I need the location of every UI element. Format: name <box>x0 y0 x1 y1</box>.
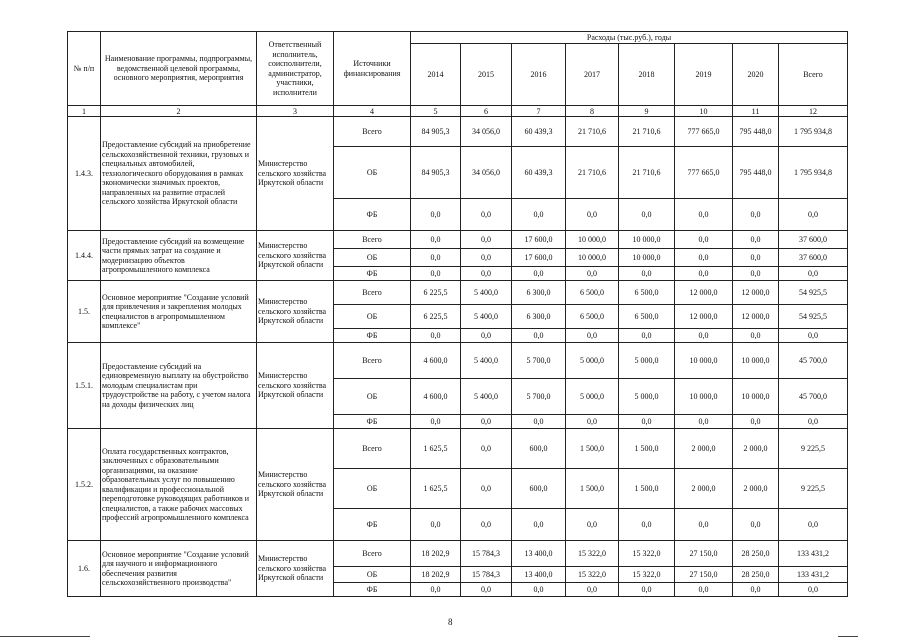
year-value: 6 225,5 <box>411 305 461 329</box>
column-number: 4 <box>334 106 411 117</box>
table-row <box>68 343 848 379</box>
row-index: 1.4.3. <box>68 117 101 231</box>
row-index: 1.5.2. <box>68 429 101 541</box>
year-value: 0,0 <box>675 199 733 231</box>
year-value: 0,0 <box>566 199 619 231</box>
year-value: 6 500,0 <box>566 305 619 329</box>
year-value: 15 322,0 <box>566 567 619 583</box>
row-name: Предоставление субсидий на возмещение части прямых затрат на создание и модернизацию объектов агропромышленного комплекса <box>101 231 257 281</box>
total-value: 0,0 <box>779 415 848 429</box>
year-value: 0,0 <box>411 329 461 343</box>
total-value: 9 225,5 <box>779 469 848 509</box>
year-value: 10 000,0 <box>619 249 675 267</box>
year-value: 84 905,3 <box>411 147 461 199</box>
year-value: 0,0 <box>566 509 619 541</box>
scan-edge-line <box>838 636 858 637</box>
year-value: 6 500,0 <box>566 281 619 305</box>
funding-source: Всего <box>334 281 411 305</box>
year-value: 0,0 <box>619 199 675 231</box>
year-value: 0,0 <box>411 231 461 249</box>
year-value: 0,0 <box>512 267 566 281</box>
year-value: 5 400,0 <box>461 305 512 329</box>
year-value: 10 000,0 <box>733 343 779 379</box>
year-value: 0,0 <box>675 249 733 267</box>
total-value: 54 925,5 <box>779 305 848 329</box>
year-value: 0,0 <box>566 267 619 281</box>
row-name: Основное мероприятие "Создание условий для привлечения и закрепления молодых специалистов в агропромышленном комплексе" <box>101 281 257 343</box>
year-value: 0,0 <box>675 329 733 343</box>
year-value: 5 000,0 <box>619 343 675 379</box>
row-name: Оплата государственных контрактов, заключенных с образовательными организациями, на оказание образовательных услуг по повышению квалификации и профессиональной переподготовке руководящих работников и специалистов, а также рабочих массовых профессий агропромышленного комплекса <box>101 429 257 541</box>
year-value: 10 000,0 <box>675 379 733 415</box>
year-value: 4 600,0 <box>411 343 461 379</box>
funding-source: ФБ <box>334 329 411 343</box>
year-value: 0,0 <box>619 329 675 343</box>
year-value: 5 000,0 <box>619 379 675 415</box>
year-value: 0,0 <box>461 199 512 231</box>
row-name: Основное мероприятие "Создание условий для научного и информационного обеспечения развития сельскохозяйственного производства" <box>101 541 257 597</box>
column-number: 11 <box>733 106 779 117</box>
year-value: 5 700,0 <box>512 379 566 415</box>
year-value: 0,0 <box>461 429 512 469</box>
year-value: 0,0 <box>461 329 512 343</box>
year-value: 15 784,3 <box>461 567 512 583</box>
row-name: Предоставление субсидий на единовременную выплату на обустройство молодым специалистам при трудоустройстве на работу, с учетом налога на доходы физических лиц <box>101 343 257 429</box>
year-value: 34 056,0 <box>461 147 512 199</box>
year-value: 0,0 <box>512 509 566 541</box>
year-value: 1 500,0 <box>566 429 619 469</box>
funding-source: ФБ <box>334 415 411 429</box>
year-value: 18 202,9 <box>411 567 461 583</box>
row-responsible: Министерство сельского хозяйства Иркутской области <box>257 541 334 597</box>
row-index: 1.5.1. <box>68 343 101 429</box>
page-number: 8 <box>448 617 453 627</box>
funding-source: ФБ <box>334 583 411 597</box>
header-year: 2019 <box>675 44 733 106</box>
header-year: 2016 <box>512 44 566 106</box>
year-value: 0,0 <box>675 267 733 281</box>
year-value: 17 600,0 <box>512 231 566 249</box>
header-year: 2020 <box>733 44 779 106</box>
funding-source: ФБ <box>334 509 411 541</box>
year-value: 6 300,0 <box>512 281 566 305</box>
year-value: 0,0 <box>619 415 675 429</box>
year-value: 600,0 <box>512 469 566 509</box>
column-number: 12 <box>779 106 848 117</box>
year-value: 0,0 <box>566 329 619 343</box>
year-value: 21 710,6 <box>619 147 675 199</box>
year-value: 777 665,0 <box>675 147 733 199</box>
budget-table <box>67 31 848 597</box>
year-value: 15 784,3 <box>461 541 512 567</box>
year-value: 27 150,0 <box>675 541 733 567</box>
year-value: 27 150,0 <box>675 567 733 583</box>
year-value: 0,0 <box>512 583 566 597</box>
year-value: 28 250,0 <box>733 541 779 567</box>
funding-source: Всего <box>334 231 411 249</box>
column-number: 8 <box>566 106 619 117</box>
year-value: 5 400,0 <box>461 379 512 415</box>
year-value: 0,0 <box>733 415 779 429</box>
year-value: 0,0 <box>411 249 461 267</box>
year-value: 1 500,0 <box>619 429 675 469</box>
year-value: 10 000,0 <box>566 249 619 267</box>
total-value: 0,0 <box>779 267 848 281</box>
total-value: 1 795 934,8 <box>779 147 848 199</box>
year-value: 13 400,0 <box>512 541 566 567</box>
year-value: 0,0 <box>411 509 461 541</box>
year-value: 795 448,0 <box>733 117 779 147</box>
total-value: 0,0 <box>779 199 848 231</box>
year-value: 0,0 <box>675 231 733 249</box>
year-value: 0,0 <box>461 249 512 267</box>
column-number: 3 <box>257 106 334 117</box>
total-value: 1 795 934,8 <box>779 117 848 147</box>
year-value: 0,0 <box>675 415 733 429</box>
total-value: 9 225,5 <box>779 429 848 469</box>
table-body <box>68 106 848 597</box>
year-value: 21 710,6 <box>619 117 675 147</box>
year-value: 5 700,0 <box>512 343 566 379</box>
table-row <box>68 117 848 147</box>
funding-source: Всего <box>334 343 411 379</box>
year-value: 2 000,0 <box>733 429 779 469</box>
column-numbers-row <box>68 106 848 117</box>
year-value: 6 225,5 <box>411 281 461 305</box>
year-value: 0,0 <box>411 267 461 281</box>
row-name: Предоставление субсидий на приобретение сельскохозяйственной техники, грузовых и специальных автомобилей, технологического оборудования в рамках экономически значимых проектов, направленных на развитие отраслей сельского хозяйства Иркутской области <box>101 117 257 231</box>
year-value: 12 000,0 <box>733 281 779 305</box>
year-value: 0,0 <box>461 267 512 281</box>
year-value: 17 600,0 <box>512 249 566 267</box>
funding-source: ОБ <box>334 567 411 583</box>
header-total: Всего <box>779 44 848 106</box>
total-value: 133 431,2 <box>779 541 848 567</box>
funding-source: Всего <box>334 429 411 469</box>
year-value: 34 056,0 <box>461 117 512 147</box>
year-value: 5 400,0 <box>461 343 512 379</box>
total-value: 0,0 <box>779 329 848 343</box>
total-value: 54 925,5 <box>779 281 848 305</box>
year-value: 2 000,0 <box>675 469 733 509</box>
year-value: 777 665,0 <box>675 117 733 147</box>
year-value: 0,0 <box>733 267 779 281</box>
column-number: 10 <box>675 106 733 117</box>
year-value: 1 500,0 <box>619 469 675 509</box>
header-resp: Ответственный исполнитель, соисполнители, администратор, участники, исполнители <box>257 32 334 106</box>
year-value: 0,0 <box>566 415 619 429</box>
year-value: 28 250,0 <box>733 567 779 583</box>
column-number: 2 <box>101 106 257 117</box>
row-responsible: Министерство сельского хозяйства Иркутской области <box>257 429 334 541</box>
row-responsible: Министерство сельского хозяйства Иркутской области <box>257 231 334 281</box>
year-value: 0,0 <box>411 583 461 597</box>
year-value: 13 400,0 <box>512 567 566 583</box>
year-value: 0,0 <box>733 509 779 541</box>
funding-source: ФБ <box>334 267 411 281</box>
column-number: 6 <box>461 106 512 117</box>
funding-source: Всего <box>334 541 411 567</box>
funding-source: ФБ <box>334 199 411 231</box>
year-value: 0,0 <box>411 199 461 231</box>
header-name: Наименование программы, подпрограммы, ведомственной целевой программы, основного мероприятия, мероприятия <box>101 32 257 106</box>
year-value: 0,0 <box>461 415 512 429</box>
header-year: 2015 <box>461 44 512 106</box>
header-num: № п/п <box>68 32 101 106</box>
year-value: 10 000,0 <box>675 343 733 379</box>
total-value: 0,0 <box>779 509 848 541</box>
year-value: 0,0 <box>411 415 461 429</box>
year-value: 600,0 <box>512 429 566 469</box>
year-value: 2 000,0 <box>733 469 779 509</box>
row-responsible: Министерство сельского хозяйства Иркутской области <box>257 343 334 429</box>
year-value: 21 710,6 <box>566 117 619 147</box>
row-index: 1.6. <box>68 541 101 597</box>
year-value: 1 500,0 <box>566 469 619 509</box>
year-value: 0,0 <box>619 583 675 597</box>
funding-source: ОБ <box>334 147 411 199</box>
year-value: 10 000,0 <box>619 231 675 249</box>
header-expenses: Расходы (тыс.руб.), годы <box>411 32 848 44</box>
column-number: 7 <box>512 106 566 117</box>
year-value: 0,0 <box>512 415 566 429</box>
header-year: 2017 <box>566 44 619 106</box>
table-row <box>68 541 848 567</box>
year-value: 4 600,0 <box>411 379 461 415</box>
funding-source: ОБ <box>334 469 411 509</box>
year-value: 15 322,0 <box>619 541 675 567</box>
year-value: 21 710,6 <box>566 147 619 199</box>
year-value: 0,0 <box>733 231 779 249</box>
year-value: 0,0 <box>512 329 566 343</box>
year-value: 6 500,0 <box>619 305 675 329</box>
column-number: 5 <box>411 106 461 117</box>
table-row <box>68 231 848 249</box>
total-value: 45 700,0 <box>779 343 848 379</box>
year-value: 0,0 <box>733 329 779 343</box>
year-value: 0,0 <box>733 199 779 231</box>
year-value: 0,0 <box>566 583 619 597</box>
year-value: 15 322,0 <box>566 541 619 567</box>
year-value: 0,0 <box>675 583 733 597</box>
year-value: 18 202,9 <box>411 541 461 567</box>
year-value: 60 439,3 <box>512 147 566 199</box>
header-year: 2014 <box>411 44 461 106</box>
year-value: 12 000,0 <box>675 281 733 305</box>
row-index: 1.4.4. <box>68 231 101 281</box>
total-value: 37 600,0 <box>779 231 848 249</box>
year-value: 1 625,5 <box>411 469 461 509</box>
column-number: 1 <box>68 106 101 117</box>
year-value: 12 000,0 <box>733 305 779 329</box>
funding-source: ОБ <box>334 379 411 415</box>
header-year: 2018 <box>619 44 675 106</box>
year-value: 10 000,0 <box>733 379 779 415</box>
year-value: 6 500,0 <box>619 281 675 305</box>
total-value: 0,0 <box>779 583 848 597</box>
year-value: 795 448,0 <box>733 147 779 199</box>
year-value: 0,0 <box>619 509 675 541</box>
header-src: Источники финансирования <box>334 32 411 106</box>
scan-edge-line <box>0 636 90 637</box>
year-value: 84 905,3 <box>411 117 461 147</box>
year-value: 6 300,0 <box>512 305 566 329</box>
year-value: 5 400,0 <box>461 281 512 305</box>
table-row <box>68 281 848 305</box>
year-value: 0,0 <box>461 231 512 249</box>
year-value: 0,0 <box>461 509 512 541</box>
total-value: 37 600,0 <box>779 249 848 267</box>
year-value: 12 000,0 <box>675 305 733 329</box>
year-value: 1 625,5 <box>411 429 461 469</box>
year-value: 0,0 <box>619 267 675 281</box>
table-row <box>68 429 848 469</box>
year-value: 0,0 <box>733 249 779 267</box>
funding-source: ОБ <box>334 305 411 329</box>
funding-source: ОБ <box>334 249 411 267</box>
funding-source: Всего <box>334 117 411 147</box>
year-value: 5 000,0 <box>566 379 619 415</box>
year-value: 0,0 <box>461 469 512 509</box>
year-value: 0,0 <box>733 583 779 597</box>
row-responsible: Министерство сельского хозяйства Иркутской области <box>257 117 334 231</box>
year-value: 60 439,3 <box>512 117 566 147</box>
total-value: 133 431,2 <box>779 567 848 583</box>
year-value: 0,0 <box>461 583 512 597</box>
row-index: 1.5. <box>68 281 101 343</box>
year-value: 0,0 <box>512 199 566 231</box>
total-value: 45 700,0 <box>779 379 848 415</box>
year-value: 0,0 <box>675 509 733 541</box>
row-responsible: Министерство сельского хозяйства Иркутской области <box>257 281 334 343</box>
year-value: 15 322,0 <box>619 567 675 583</box>
column-number: 9 <box>619 106 675 117</box>
year-value: 5 000,0 <box>566 343 619 379</box>
year-value: 10 000,0 <box>566 231 619 249</box>
year-value: 2 000,0 <box>675 429 733 469</box>
